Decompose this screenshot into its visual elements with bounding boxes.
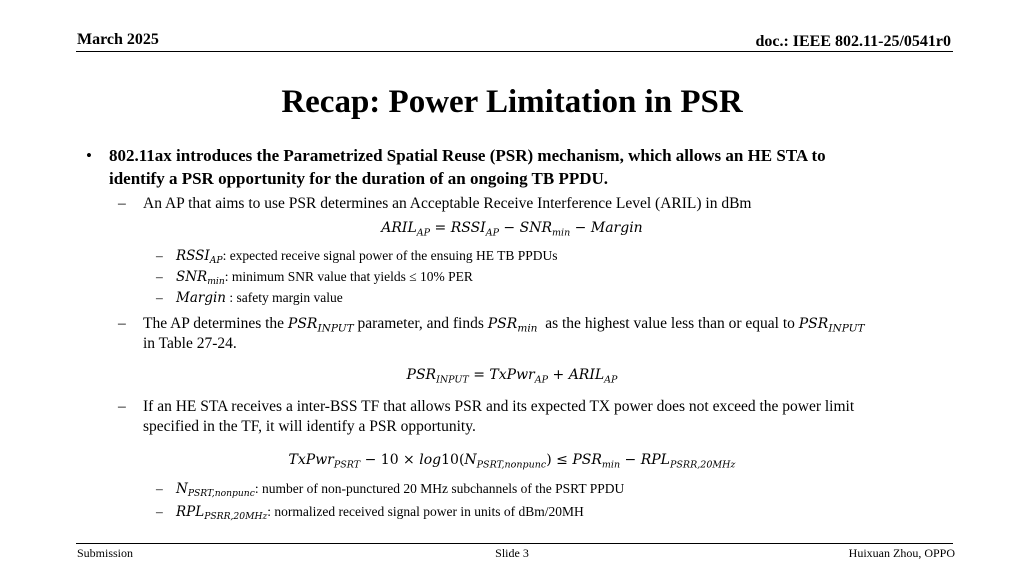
def-n-psrt: [176, 480, 624, 498]
bullet-line-1: 802.11ax introduces the Parametrized Spatial Reuse (PSR) mechanism, which allows an HE STA to: [109, 146, 826, 165]
dash: –: [156, 481, 163, 496]
footer-slide-number: Slide 3: [495, 546, 529, 560]
dash: –: [118, 315, 126, 332]
footer-submission: Submission: [77, 546, 134, 560]
dash: –: [118, 398, 126, 415]
slide-title: Recap: Power Limitation in PSR: [281, 84, 743, 120]
psr-input-equation: $PSR_{INPUT}$ = TxPwr$_{AP}$ + $ARIL_{AP}$: [406, 367, 618, 386]
def-desc: : number of non-punctured 20 MHz subchannels of the PSRT PPDU: [254, 481, 625, 496]
def-subscript: PSRT,nonpunc: [187, 488, 255, 500]
sub2-part1: The AP determines the: [143, 315, 285, 332]
dash: –: [156, 504, 163, 519]
sub2-part2: parameter, and finds: [357, 315, 484, 332]
header-rule: [76, 51, 953, 52]
sub3-line-1: If an HE STA receives a inter-BSS TF that allows PSR and its expected TX power does not exceed the power limit: [143, 398, 855, 415]
def-snr: [176, 268, 473, 286]
bullet-dot: •: [86, 146, 92, 165]
sub2-line-2: in Table 27-24.: [143, 335, 237, 352]
dash: –: [156, 290, 163, 305]
txpwr-equation: TxPwr$_{PSRT}$ − $10 \times \log 10(N_{PSRT,nonpunc}) \le PSR_{min} - RPL_{PSRR,20MHz}$: [288, 452, 736, 471]
bullet-line-2: identify a PSR opportunity for the duration of an ongoing TB PPDU.: [109, 169, 609, 188]
def-symbol: RPL: [176, 504, 205, 520]
footer-author: Huixuan Zhou, OPPO: [848, 546, 955, 560]
def-symbol: Margin: [176, 290, 226, 306]
def-rpl: [176, 503, 584, 521]
header-date: March 2025: [77, 31, 159, 48]
dash: –: [156, 248, 163, 263]
def-subscript: min: [207, 276, 225, 288]
sub2-line-1: The AP determines the $PSR_{INPUT}$ parameter, and finds $PSR_{min}$ as the highest value less than or equal to $PSR_{INPUT}$: [143, 315, 865, 335]
dash: –: [118, 195, 126, 212]
dash: –: [156, 269, 163, 284]
def-symbol: SNR: [176, 269, 208, 285]
sub1-text: An AP that aims to use PSR determines an Acceptable Receive Interference Level (ARIL) in dBm: [143, 195, 752, 212]
footer-rule: [76, 543, 953, 544]
aril-equation: $ARIL_{AP}$ = $RSSI_{AP} - SNR_{min}$ − Margin: [381, 220, 643, 239]
def-desc: : safety margin value: [225, 290, 343, 305]
def-symbol: N: [176, 481, 188, 497]
def-margin: [176, 289, 343, 307]
sub2-part3: as the highest value less than or equal to: [545, 315, 795, 332]
def-symbol: RSSI: [176, 248, 210, 264]
sub3-line-2: specified in the TF, it will identify a PSR opportunity.: [143, 418, 476, 435]
def-subscript: PSRR,20MHz: [204, 511, 268, 523]
def-desc: : expected receive signal power of the ensuing HE TB PPDUs: [222, 248, 558, 263]
header-doc-id: doc.: IEEE 802.11-25/0541r0: [755, 33, 951, 50]
def-desc: : normalized received signal power in units of dBm/20MH: [267, 504, 584, 519]
def-desc: : minimum SNR value that yields ≤ 10% PER: [224, 269, 473, 284]
def-subscript: AP: [209, 255, 223, 267]
def-rssi: [176, 247, 558, 265]
